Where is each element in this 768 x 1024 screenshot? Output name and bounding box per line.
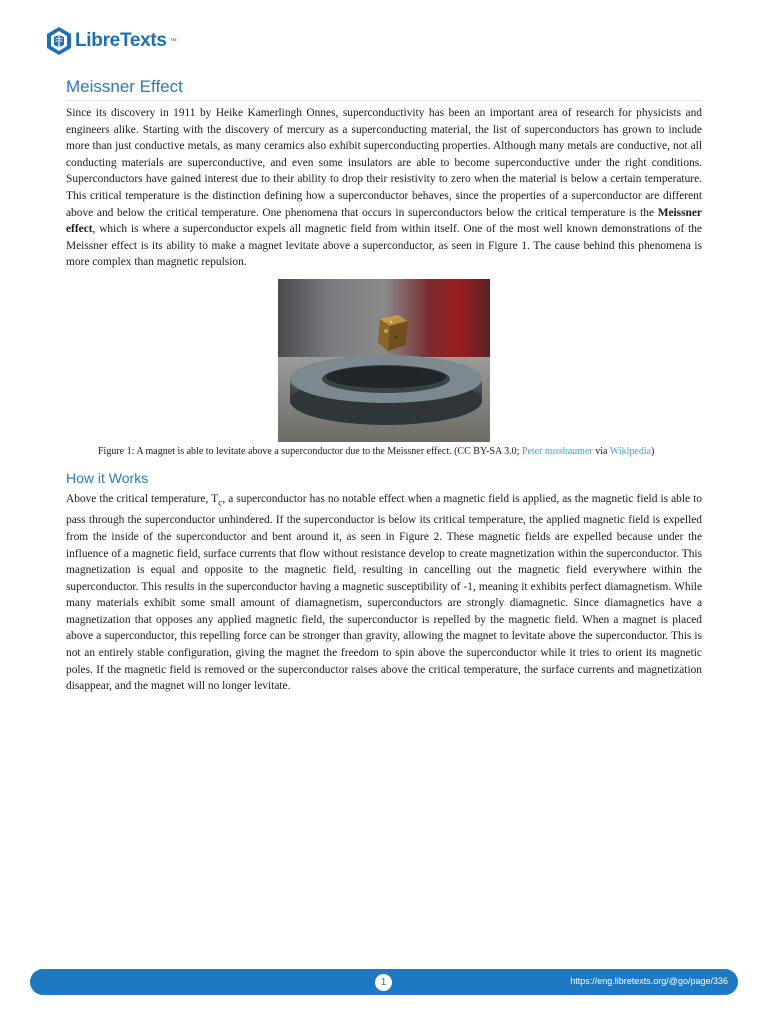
logo-trademark: ™: [169, 37, 177, 45]
levitating-magnet-photo: [278, 279, 490, 442]
critical-temp-subscript: c: [218, 498, 223, 509]
footer-bar: [30, 969, 738, 995]
how-it-works-paragraph: [66, 491, 702, 694]
page-title: Meissner Effect: [66, 77, 702, 101]
intro-paragraph: [66, 105, 702, 271]
how-text-2: , a superconductor has no notable effect when a magnetic field is applied, as the magnetic field is able to pass through the superconductor unhindered. If the superconductor is below its critical temperature, the applied magnetic field is expelled from the inside of the superconductor and bent around it, as seen in Figure 2. These magnetic fields are expelled because under the influence of a magnetic field, surface currents that flow without resistance develop to create magnetization within the superconductor. This magnetization is equal and opposite to the magnetic field, resulting in cancelling out the magnetic field everywhere within the superconductor. This results in the superconductor having a magnetic susceptibility of -1, meaning it exhibits perfect diamagnetism. While many materials exhibit some small amount of diamagnetism, superconductors are strongly diamagnetic. Since diamagnetics have a magnetization that opposes any applied magnetic field, the superconductor is repelled by the magnetic field. When a magnet is placed above a superconductor, this repelling force can be stronger than gravity, allowing the magnet to levitate above the superconductor. This is not an entirely stable configuration, giving the magnet the freedom to spin above the superconductor while it tries to orient its magnetic poles. If the magnetic field is removed or the superconductor raises above the critical temperature, the surface currents and magnetization disappear, and the magnet will no longer levitate.: [66, 493, 702, 693]
caption-via: via: [592, 445, 610, 457]
page-url[interactable]: https://eng.libretexts.org/@go/page/336: [570, 976, 728, 986]
meissner-effect-term: Meissner effect: [66, 206, 702, 236]
page-number: 1: [375, 974, 392, 991]
intro-text-2: , which is where a superconductor expels all magnetic field from within itself. One of the most well known demonstrations of the Meissner effect is its ability to make a magnet levitate above a superconductor, as seen in Figure 1. The cause behind this phenomena is more complex than magnetic repulsion.: [66, 223, 702, 269]
libretexts-hexagon-icon: [46, 26, 72, 56]
caption-end: ): [651, 445, 655, 457]
wikipedia-link[interactable]: Wikipedia: [609, 445, 652, 457]
article-content: [66, 77, 702, 695]
caption-text: Figure 1: A magnet is able to levitate above a superconductor due to the Meissner effect. (CC BY-SA 3.0;: [98, 445, 522, 457]
logo-wordmark: LibreTexts: [75, 30, 167, 51]
section-title-how-it-works: How it Works: [66, 470, 149, 487]
author-link[interactable]: Peter nussbaumer: [521, 445, 593, 457]
how-text-1: Above the critical temperature, T: [66, 493, 219, 506]
intro-text-1: Since its discovery in 1911 by Heike Kamerlingh Onnes, superconductivity has been an important area of research for physicists and engineers alike. Starting with the discovery of mercury as a superconducting material, the list of superconductors has grown to include more than just conductive metals, as many ceramics also exhibit superconducting properties. Although many metals are conductive, not all conducting materials are superconductive, and even some insulators are able to become superconductive under the right conditions. Superconductors have gained interest due to their ability to drop their resistivity to zero when the material is below a certain temperature. This critical temperature is the distinction defining how a superconductor behaves, since the properties of a superconductor are different above and below the critical temperature. One phenomena that occurs in superconductors below the critical temperature is the: [66, 107, 702, 219]
libretexts-logo[interactable]: [46, 26, 177, 56]
figure-1: [66, 279, 702, 459]
figure-caption: [98, 446, 670, 459]
